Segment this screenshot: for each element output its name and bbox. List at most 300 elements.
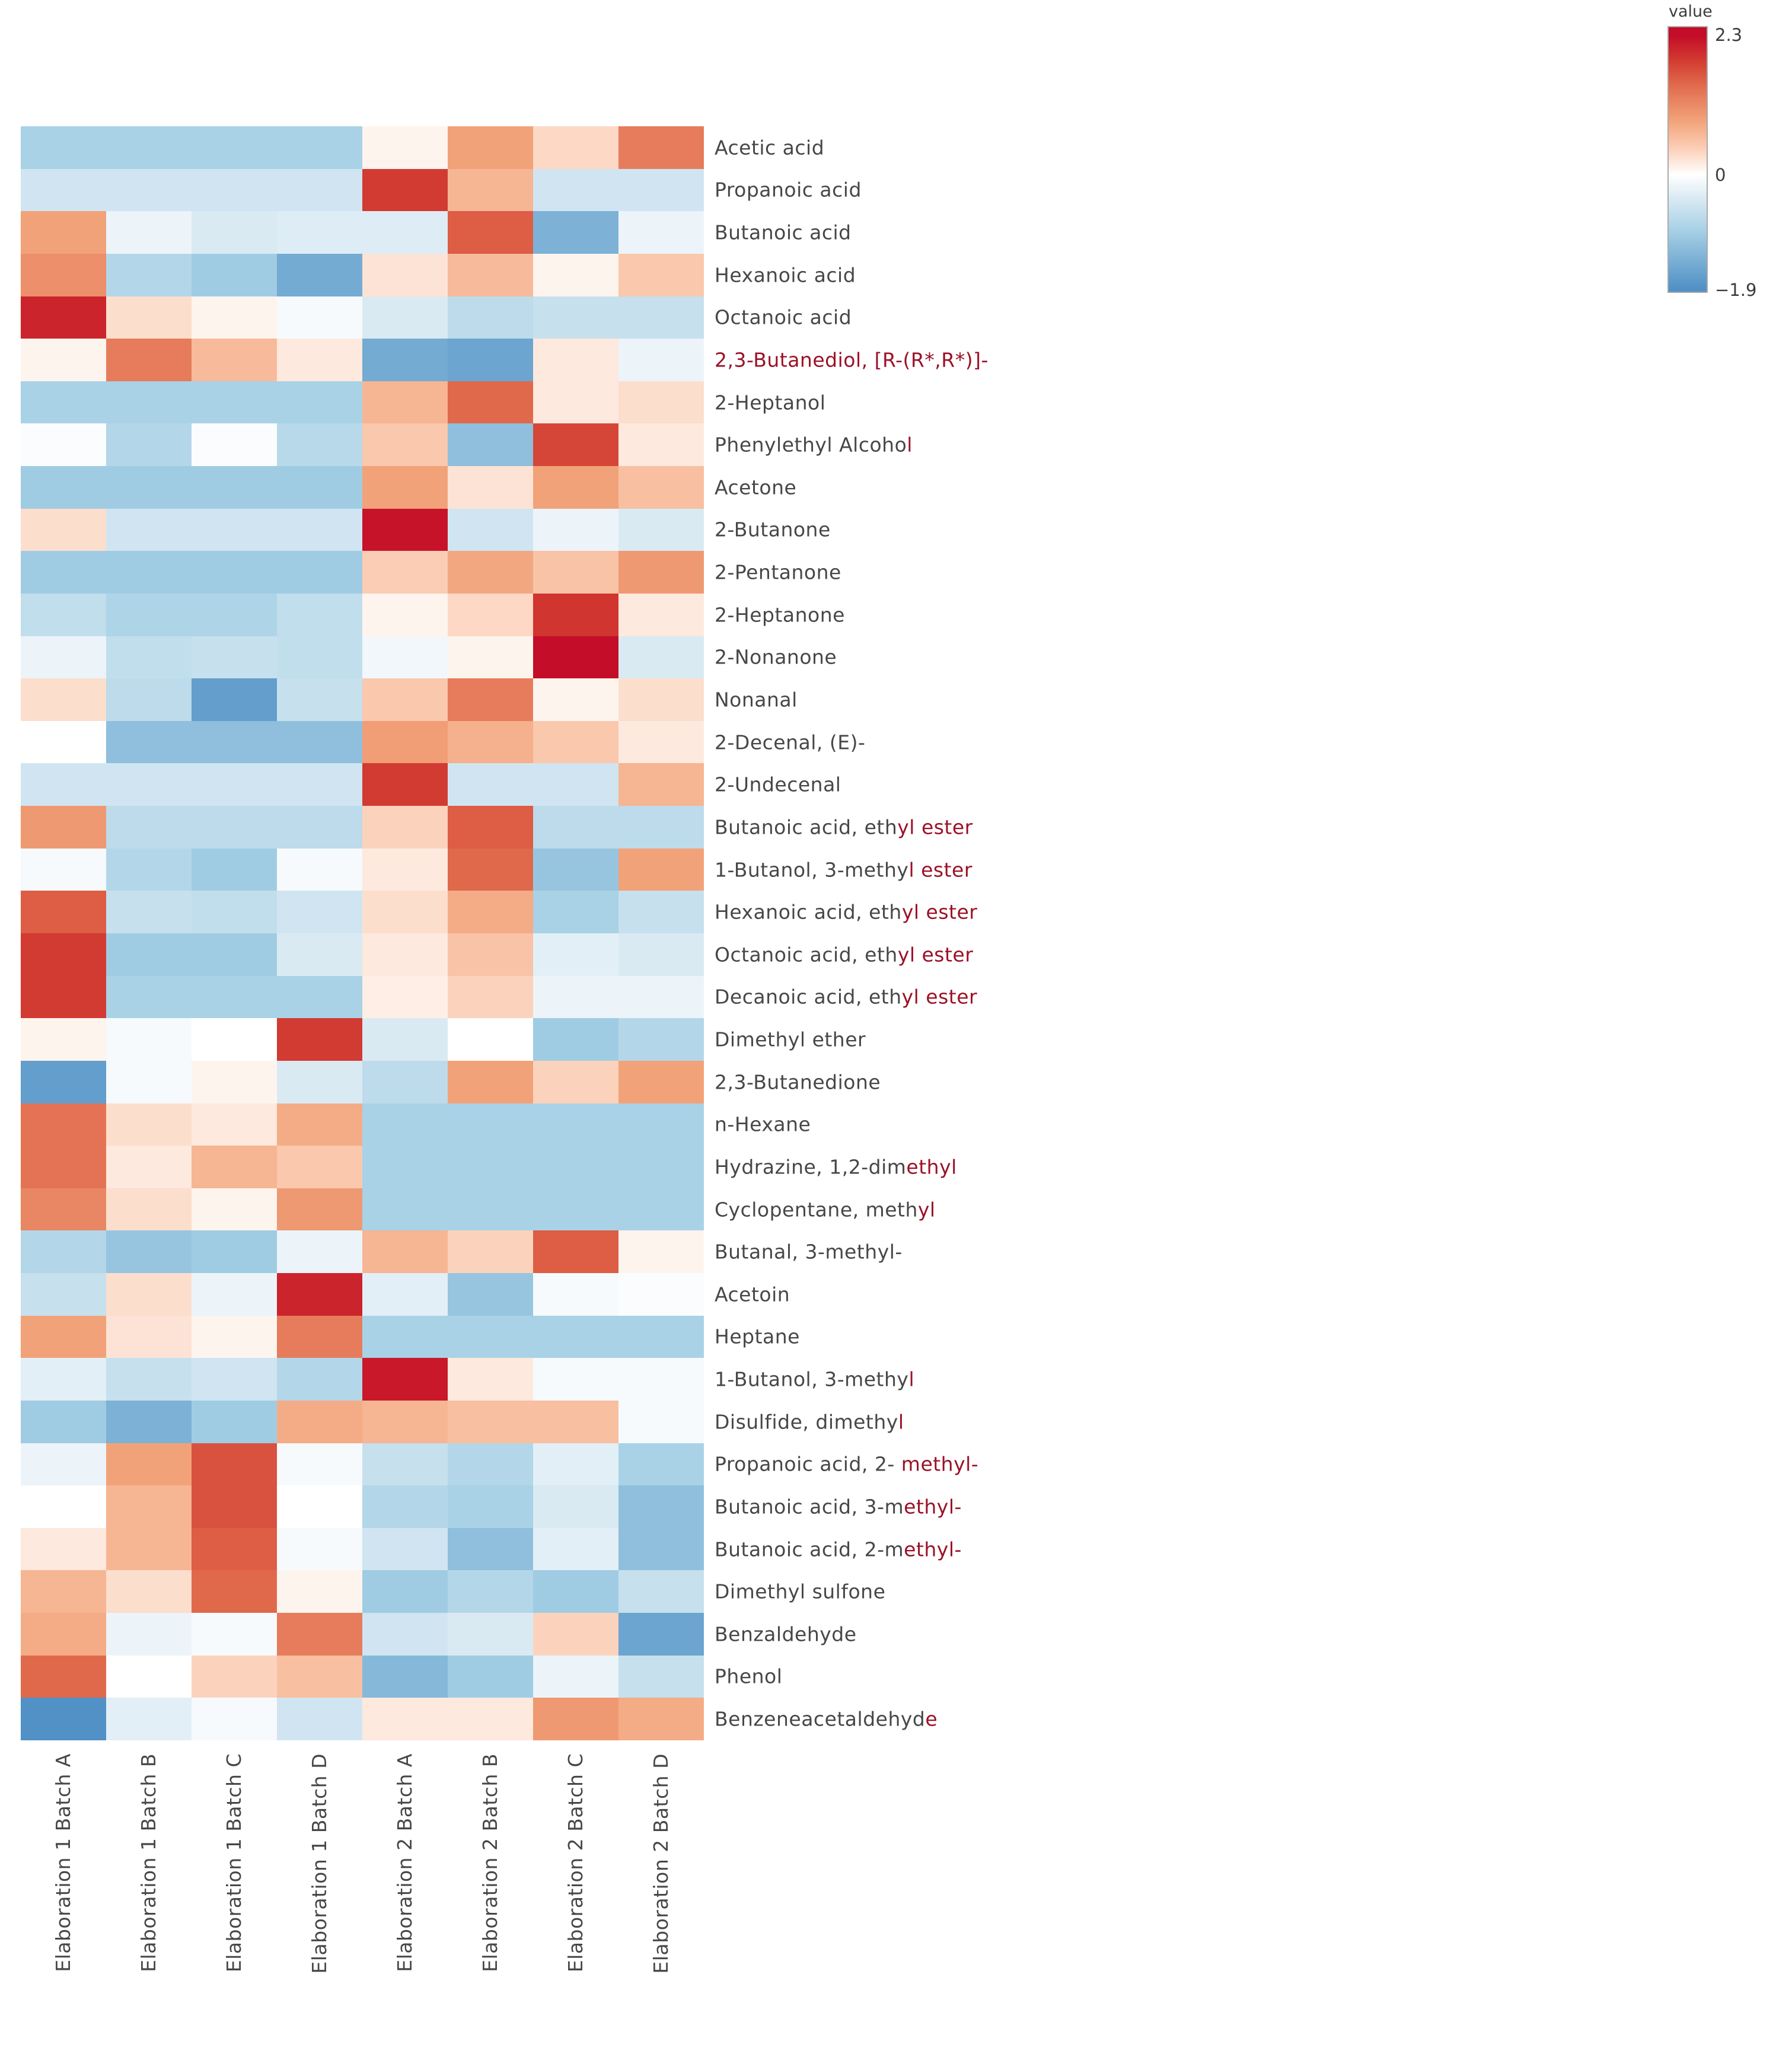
heatmap-cell[interactable]: [192, 1146, 277, 1188]
heatmap-cell[interactable]: [448, 1018, 533, 1061]
heatmap-cell[interactable]: [618, 636, 704, 679]
heatmap-cell[interactable]: [192, 806, 277, 849]
heatmap-cell[interactable]: [448, 1273, 533, 1316]
heatmap-cell[interactable]: [533, 1146, 618, 1188]
heatmap-cell[interactable]: [448, 551, 533, 594]
heatmap-cell[interactable]: [106, 763, 192, 806]
heatmap-cell[interactable]: [448, 211, 533, 254]
heatmap-cell[interactable]: [192, 509, 277, 551]
heatmap-cell[interactable]: [21, 1316, 106, 1358]
heatmap-cell[interactable]: [448, 1528, 533, 1571]
heatmap-cell[interactable]: [362, 551, 448, 594]
heatmap-cell[interactable]: [277, 169, 362, 212]
heatmap-cell[interactable]: [618, 1485, 704, 1528]
heatmap-cell[interactable]: [21, 1443, 106, 1486]
heatmap-cell[interactable]: [533, 1358, 618, 1401]
heatmap-cell[interactable]: [277, 721, 362, 764]
heatmap-cell[interactable]: [618, 423, 704, 466]
heatmap-cell[interactable]: [533, 1613, 618, 1656]
heatmap-cell[interactable]: [277, 339, 362, 381]
heatmap-cell[interactable]: [362, 1698, 448, 1740]
heatmap-cell[interactable]: [448, 1656, 533, 1698]
heatmap-cell[interactable]: [362, 1401, 448, 1443]
heatmap-cell[interactable]: [362, 296, 448, 339]
heatmap-cell[interactable]: [533, 636, 618, 679]
heatmap-cell[interactable]: [277, 1570, 362, 1613]
heatmap-cell[interactable]: [533, 933, 618, 976]
heatmap-cell[interactable]: [106, 806, 192, 849]
heatmap-cell[interactable]: [21, 126, 106, 169]
heatmap-cell[interactable]: [362, 636, 448, 679]
heatmap-cell[interactable]: [618, 1358, 704, 1401]
heatmap-cell[interactable]: [106, 1018, 192, 1061]
heatmap-cell[interactable]: [448, 678, 533, 721]
heatmap-cell[interactable]: [448, 1570, 533, 1613]
heatmap-cell[interactable]: [21, 721, 106, 764]
heatmap-cell[interactable]: [618, 126, 704, 169]
heatmap-cell[interactable]: [618, 678, 704, 721]
heatmap-cell[interactable]: [533, 1018, 618, 1061]
heatmap-cell[interactable]: [21, 1018, 106, 1061]
heatmap-cell[interactable]: [362, 1316, 448, 1358]
heatmap-cell[interactable]: [106, 1485, 192, 1528]
heatmap-cell[interactable]: [21, 1061, 106, 1103]
heatmap-cell[interactable]: [448, 1485, 533, 1528]
heatmap-cell[interactable]: [192, 1570, 277, 1613]
heatmap-cell[interactable]: [277, 211, 362, 254]
heatmap-cell[interactable]: [533, 891, 618, 933]
heatmap-cell[interactable]: [192, 1061, 277, 1103]
heatmap-cell[interactable]: [21, 976, 106, 1019]
heatmap-cell[interactable]: [362, 1103, 448, 1146]
heatmap-cell[interactable]: [533, 976, 618, 1019]
heatmap-cell[interactable]: [362, 1230, 448, 1273]
heatmap-cell[interactable]: [533, 1316, 618, 1358]
heatmap-cell[interactable]: [533, 1061, 618, 1103]
heatmap-cell[interactable]: [448, 254, 533, 296]
heatmap-cell[interactable]: [277, 1698, 362, 1740]
heatmap-grid[interactable]: [21, 126, 704, 1740]
heatmap-cell[interactable]: [192, 594, 277, 636]
heatmap-cell[interactable]: [192, 1528, 277, 1571]
heatmap-cell[interactable]: [277, 1103, 362, 1146]
heatmap-cell[interactable]: [448, 849, 533, 891]
heatmap-cell[interactable]: [106, 551, 192, 594]
heatmap-cell[interactable]: [192, 1103, 277, 1146]
heatmap-cell[interactable]: [21, 466, 106, 509]
heatmap-cell[interactable]: [277, 1528, 362, 1571]
heatmap-cell[interactable]: [448, 466, 533, 509]
heatmap-cell[interactable]: [448, 806, 533, 849]
heatmap-cell[interactable]: [448, 1061, 533, 1103]
heatmap-cell[interactable]: [448, 381, 533, 424]
heatmap-cell[interactable]: [21, 1698, 106, 1740]
heatmap-cell[interactable]: [533, 806, 618, 849]
heatmap-cell[interactable]: [192, 976, 277, 1019]
heatmap-cell[interactable]: [533, 423, 618, 466]
heatmap-cell[interactable]: [21, 636, 106, 679]
heatmap-cell[interactable]: [21, 254, 106, 296]
heatmap-cell[interactable]: [362, 1358, 448, 1401]
heatmap-cell[interactable]: [192, 254, 277, 296]
heatmap-cell[interactable]: [192, 1485, 277, 1528]
heatmap-cell[interactable]: [21, 381, 106, 424]
heatmap-cell[interactable]: [448, 1146, 533, 1188]
heatmap-cell[interactable]: [533, 1698, 618, 1740]
heatmap-cell[interactable]: [106, 1273, 192, 1316]
heatmap-cell[interactable]: [277, 849, 362, 891]
heatmap-cell[interactable]: [277, 933, 362, 976]
heatmap-cell[interactable]: [192, 636, 277, 679]
heatmap-cell[interactable]: [21, 296, 106, 339]
heatmap-cell[interactable]: [618, 763, 704, 806]
heatmap-cell[interactable]: [533, 1401, 618, 1443]
heatmap-cell[interactable]: [362, 1528, 448, 1571]
heatmap-cell[interactable]: [448, 976, 533, 1019]
heatmap-cell[interactable]: [618, 211, 704, 254]
heatmap-cell[interactable]: [277, 1401, 362, 1443]
heatmap-cell[interactable]: [362, 1188, 448, 1231]
heatmap-cell[interactable]: [618, 339, 704, 381]
heatmap-cell[interactable]: [21, 1485, 106, 1528]
heatmap-cell[interactable]: [362, 806, 448, 849]
heatmap-cell[interactable]: [21, 1146, 106, 1188]
heatmap-cell[interactable]: [448, 1443, 533, 1486]
heatmap-cell[interactable]: [192, 849, 277, 891]
heatmap-cell[interactable]: [448, 1401, 533, 1443]
heatmap-cell[interactable]: [21, 594, 106, 636]
heatmap-cell[interactable]: [192, 466, 277, 509]
heatmap-cell[interactable]: [448, 1188, 533, 1231]
heatmap-cell[interactable]: [448, 296, 533, 339]
heatmap-cell[interactable]: [106, 594, 192, 636]
heatmap-cell[interactable]: [192, 1656, 277, 1698]
heatmap-cell[interactable]: [106, 1528, 192, 1571]
heatmap-cell[interactable]: [106, 1401, 192, 1443]
heatmap-cell[interactable]: [618, 1103, 704, 1146]
heatmap-cell[interactable]: [106, 849, 192, 891]
heatmap-cell[interactable]: [362, 211, 448, 254]
heatmap-cell[interactable]: [533, 339, 618, 381]
heatmap-cell[interactable]: [21, 423, 106, 466]
heatmap-cell[interactable]: [21, 339, 106, 381]
heatmap-cell[interactable]: [277, 891, 362, 933]
heatmap-cell[interactable]: [106, 339, 192, 381]
heatmap-cell[interactable]: [618, 1528, 704, 1571]
heatmap-cell[interactable]: [192, 721, 277, 764]
heatmap-cell[interactable]: [21, 509, 106, 551]
heatmap-cell[interactable]: [106, 1443, 192, 1486]
heatmap-cell[interactable]: [192, 339, 277, 381]
heatmap-cell[interactable]: [21, 678, 106, 721]
heatmap-cell[interactable]: [533, 126, 618, 169]
heatmap-cell[interactable]: [362, 849, 448, 891]
heatmap-cell[interactable]: [106, 466, 192, 509]
heatmap-cell[interactable]: [106, 1656, 192, 1698]
heatmap-cell[interactable]: [448, 423, 533, 466]
heatmap-cell[interactable]: [277, 1018, 362, 1061]
heatmap-cell[interactable]: [106, 509, 192, 551]
heatmap-cell[interactable]: [618, 594, 704, 636]
heatmap-cell[interactable]: [21, 1656, 106, 1698]
heatmap-cell[interactable]: [106, 976, 192, 1019]
heatmap-cell[interactable]: [362, 466, 448, 509]
heatmap-cell[interactable]: [277, 806, 362, 849]
heatmap-cell[interactable]: [192, 423, 277, 466]
heatmap-cell[interactable]: [21, 1570, 106, 1613]
heatmap-cell[interactable]: [533, 466, 618, 509]
heatmap-cell[interactable]: [362, 509, 448, 551]
heatmap-cell[interactable]: [362, 1018, 448, 1061]
heatmap-cell[interactable]: [618, 891, 704, 933]
heatmap-cell[interactable]: [533, 1273, 618, 1316]
heatmap-cell[interactable]: [448, 721, 533, 764]
heatmap-cell[interactable]: [192, 1401, 277, 1443]
heatmap-cell[interactable]: [448, 1698, 533, 1740]
heatmap-cell[interactable]: [362, 254, 448, 296]
heatmap-cell[interactable]: [277, 1146, 362, 1188]
heatmap-cell[interactable]: [192, 1018, 277, 1061]
heatmap-cell[interactable]: [106, 1316, 192, 1358]
heatmap-cell[interactable]: [448, 1103, 533, 1146]
heatmap-cell[interactable]: [533, 1188, 618, 1231]
heatmap-cell[interactable]: [192, 1316, 277, 1358]
heatmap-cell[interactable]: [106, 211, 192, 254]
heatmap-cell[interactable]: [192, 891, 277, 933]
heatmap-cell[interactable]: [277, 1273, 362, 1316]
heatmap-cell[interactable]: [192, 211, 277, 254]
heatmap-cell[interactable]: [533, 1570, 618, 1613]
heatmap-cell[interactable]: [277, 1230, 362, 1273]
heatmap-cell[interactable]: [277, 1061, 362, 1103]
heatmap-cell[interactable]: [106, 1061, 192, 1103]
heatmap-cell[interactable]: [277, 678, 362, 721]
heatmap-cell[interactable]: [618, 806, 704, 849]
heatmap-cell[interactable]: [106, 126, 192, 169]
heatmap-cell[interactable]: [277, 763, 362, 806]
heatmap-cell[interactable]: [277, 1358, 362, 1401]
heatmap-cell[interactable]: [618, 1188, 704, 1231]
heatmap-cell[interactable]: [533, 1443, 618, 1486]
heatmap-cell[interactable]: [192, 1613, 277, 1656]
heatmap-cell[interactable]: [618, 551, 704, 594]
heatmap-cell[interactable]: [618, 169, 704, 212]
heatmap-cell[interactable]: [106, 1570, 192, 1613]
heatmap-cell[interactable]: [448, 126, 533, 169]
heatmap-cell[interactable]: [21, 551, 106, 594]
heatmap-cell[interactable]: [618, 1316, 704, 1358]
heatmap-cell[interactable]: [277, 509, 362, 551]
heatmap-cell[interactable]: [533, 169, 618, 212]
heatmap-cell[interactable]: [21, 891, 106, 933]
heatmap-cell[interactable]: [106, 169, 192, 212]
heatmap-cell[interactable]: [362, 976, 448, 1019]
heatmap-cell[interactable]: [362, 891, 448, 933]
heatmap-cell[interactable]: [448, 636, 533, 679]
heatmap-cell[interactable]: [277, 466, 362, 509]
heatmap-cell[interactable]: [277, 594, 362, 636]
heatmap-cell[interactable]: [618, 1656, 704, 1698]
heatmap-cell[interactable]: [533, 254, 618, 296]
heatmap-cell[interactable]: [21, 1528, 106, 1571]
heatmap-cell[interactable]: [533, 763, 618, 806]
heatmap-cell[interactable]: [533, 551, 618, 594]
heatmap-cell[interactable]: [106, 891, 192, 933]
heatmap-cell[interactable]: [106, 721, 192, 764]
heatmap-cell[interactable]: [277, 976, 362, 1019]
heatmap-cell[interactable]: [362, 721, 448, 764]
heatmap-cell[interactable]: [362, 933, 448, 976]
heatmap-cell[interactable]: [618, 1401, 704, 1443]
heatmap-cell[interactable]: [106, 381, 192, 424]
heatmap-cell[interactable]: [192, 678, 277, 721]
heatmap-cell[interactable]: [192, 296, 277, 339]
heatmap-cell[interactable]: [192, 1358, 277, 1401]
heatmap-cell[interactable]: [362, 1570, 448, 1613]
heatmap-cell[interactable]: [277, 1485, 362, 1528]
heatmap-cell[interactable]: [362, 1146, 448, 1188]
heatmap-cell[interactable]: [448, 891, 533, 933]
heatmap-cell[interactable]: [362, 339, 448, 381]
heatmap-cell[interactable]: [106, 1358, 192, 1401]
heatmap-cell[interactable]: [362, 594, 448, 636]
heatmap-cell[interactable]: [277, 1656, 362, 1698]
heatmap-cell[interactable]: [362, 1485, 448, 1528]
heatmap-cell[interactable]: [618, 1146, 704, 1188]
heatmap-cell[interactable]: [618, 976, 704, 1019]
heatmap-cell[interactable]: [192, 551, 277, 594]
heatmap-cell[interactable]: [362, 1273, 448, 1316]
heatmap-cell[interactable]: [277, 254, 362, 296]
heatmap-cell[interactable]: [533, 678, 618, 721]
heatmap-cell[interactable]: [192, 1188, 277, 1231]
heatmap-cell[interactable]: [192, 126, 277, 169]
heatmap-cell[interactable]: [618, 1061, 704, 1103]
heatmap-cell[interactable]: [277, 423, 362, 466]
heatmap-cell[interactable]: [277, 551, 362, 594]
heatmap-cell[interactable]: [448, 594, 533, 636]
heatmap-cell[interactable]: [533, 849, 618, 891]
heatmap-cell[interactable]: [277, 636, 362, 679]
heatmap-cell[interactable]: [21, 806, 106, 849]
heatmap-cell[interactable]: [277, 296, 362, 339]
heatmap-cell[interactable]: [533, 594, 618, 636]
heatmap-cell[interactable]: [533, 211, 618, 254]
heatmap-cell[interactable]: [106, 1146, 192, 1188]
heatmap-cell[interactable]: [362, 1613, 448, 1656]
heatmap-cell[interactable]: [618, 933, 704, 976]
heatmap-cell[interactable]: [448, 1358, 533, 1401]
heatmap-cell[interactable]: [21, 849, 106, 891]
heatmap-cell[interactable]: [618, 1273, 704, 1316]
heatmap-cell[interactable]: [618, 1230, 704, 1273]
heatmap-cell[interactable]: [21, 1230, 106, 1273]
heatmap-cell[interactable]: [192, 1230, 277, 1273]
heatmap-cell[interactable]: [448, 509, 533, 551]
heatmap-cell[interactable]: [618, 1613, 704, 1656]
heatmap-cell[interactable]: [277, 1316, 362, 1358]
heatmap-cell[interactable]: [448, 169, 533, 212]
heatmap-cell[interactable]: [618, 721, 704, 764]
heatmap-cell[interactable]: [618, 381, 704, 424]
heatmap-cell[interactable]: [533, 296, 618, 339]
heatmap-cell[interactable]: [362, 1443, 448, 1486]
heatmap-cell[interactable]: [21, 1273, 106, 1316]
heatmap-cell[interactable]: [106, 423, 192, 466]
heatmap-cell[interactable]: [106, 1613, 192, 1656]
heatmap-cell[interactable]: [533, 1230, 618, 1273]
heatmap-cell[interactable]: [618, 254, 704, 296]
heatmap-cell[interactable]: [106, 1103, 192, 1146]
heatmap-cell[interactable]: [21, 1188, 106, 1231]
heatmap-cell[interactable]: [21, 1613, 106, 1656]
heatmap-cell[interactable]: [106, 1230, 192, 1273]
heatmap-cell[interactable]: [362, 126, 448, 169]
heatmap-cell[interactable]: [277, 1188, 362, 1231]
heatmap-cell[interactable]: [362, 1061, 448, 1103]
heatmap-cell[interactable]: [21, 1103, 106, 1146]
heatmap-cell[interactable]: [533, 509, 618, 551]
heatmap-cell[interactable]: [618, 1698, 704, 1740]
heatmap-cell[interactable]: [277, 1613, 362, 1656]
heatmap-cell[interactable]: [21, 1401, 106, 1443]
heatmap-cell[interactable]: [21, 169, 106, 212]
heatmap-cell[interactable]: [533, 1656, 618, 1698]
heatmap-cell[interactable]: [533, 721, 618, 764]
heatmap-cell[interactable]: [192, 169, 277, 212]
heatmap-cell[interactable]: [277, 381, 362, 424]
heatmap-cell[interactable]: [618, 1443, 704, 1486]
heatmap-cell[interactable]: [21, 211, 106, 254]
heatmap-cell[interactable]: [362, 381, 448, 424]
heatmap-cell[interactable]: [21, 1358, 106, 1401]
heatmap-cell[interactable]: [362, 169, 448, 212]
heatmap-cell[interactable]: [362, 1656, 448, 1698]
heatmap-cell[interactable]: [192, 1273, 277, 1316]
heatmap-cell[interactable]: [362, 763, 448, 806]
heatmap-cell[interactable]: [448, 1230, 533, 1273]
heatmap-cell[interactable]: [192, 933, 277, 976]
heatmap-cell[interactable]: [192, 1698, 277, 1740]
heatmap-cell[interactable]: [106, 636, 192, 679]
heatmap-cell[interactable]: [106, 1188, 192, 1231]
heatmap-cell[interactable]: [618, 509, 704, 551]
heatmap-cell[interactable]: [106, 678, 192, 721]
heatmap-cell[interactable]: [106, 254, 192, 296]
heatmap-cell[interactable]: [448, 933, 533, 976]
heatmap-cell[interactable]: [533, 1103, 618, 1146]
heatmap-cell[interactable]: [618, 466, 704, 509]
heatmap-cell[interactable]: [277, 1443, 362, 1486]
heatmap-cell[interactable]: [533, 381, 618, 424]
heatmap-cell[interactable]: [192, 763, 277, 806]
heatmap-cell[interactable]: [106, 296, 192, 339]
heatmap-cell[interactable]: [448, 1316, 533, 1358]
heatmap-cell[interactable]: [448, 763, 533, 806]
heatmap-cell[interactable]: [533, 1485, 618, 1528]
heatmap-cell[interactable]: [362, 678, 448, 721]
heatmap-cell[interactable]: [192, 381, 277, 424]
heatmap-cell[interactable]: [618, 1018, 704, 1061]
heatmap-cell[interactable]: [448, 339, 533, 381]
heatmap-cell[interactable]: [106, 1698, 192, 1740]
heatmap-cell[interactable]: [618, 296, 704, 339]
heatmap-cell[interactable]: [277, 126, 362, 169]
heatmap-cell[interactable]: [618, 849, 704, 891]
heatmap-cell[interactable]: [533, 1528, 618, 1571]
heatmap-cell[interactable]: [618, 1570, 704, 1613]
heatmap-cell[interactable]: [21, 933, 106, 976]
